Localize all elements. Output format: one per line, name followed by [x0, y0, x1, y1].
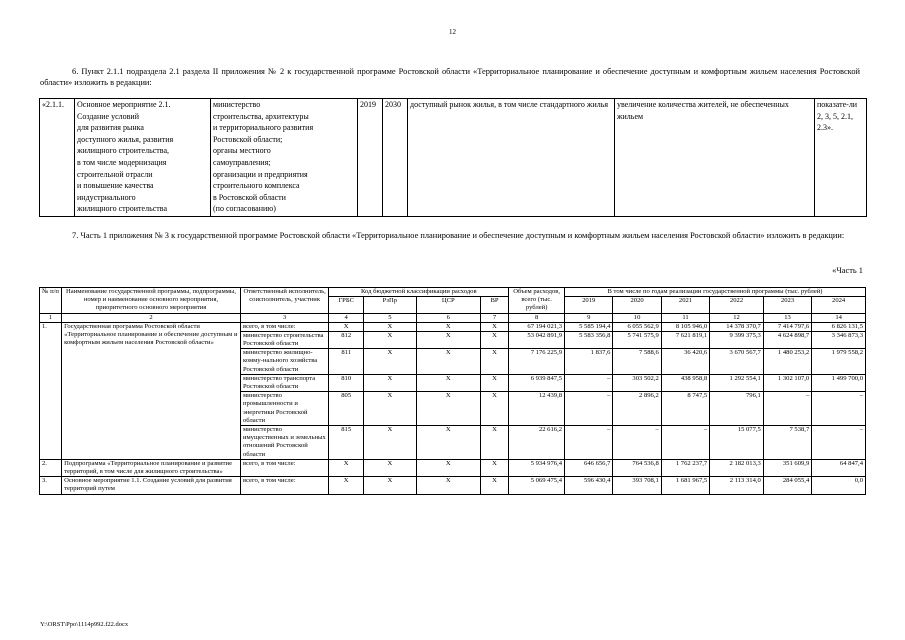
row-rzpr: X — [364, 349, 417, 375]
row-vr: X — [480, 331, 508, 348]
header-responsible: Ответственный исполнитель, соисполнитель, участник — [240, 288, 328, 314]
row-csr: X — [416, 477, 480, 494]
row-2023: – — [763, 392, 811, 426]
row-2019: 5 583 356,8 — [565, 331, 613, 348]
row-grbs: X — [329, 322, 364, 331]
row-2019: 5 585 194,4 — [565, 322, 613, 331]
header-year: 2020 — [613, 297, 661, 313]
row-2020: 6 055 562,9 — [613, 322, 661, 331]
column-number: 8 — [509, 313, 565, 322]
header-csr: ЦСР — [416, 297, 480, 313]
row-2024: 0,0 — [812, 477, 866, 494]
row-2024: – — [812, 426, 866, 460]
row-vr: X — [480, 349, 508, 375]
row-number: 3. — [40, 477, 62, 494]
column-numbers-row — [40, 313, 866, 322]
row-2022: 2 113 314,0 — [710, 477, 764, 494]
row-total: 22 616,2 — [509, 426, 565, 460]
row-2021: 8 747,5 — [661, 392, 709, 426]
row-responsible: всего, в том числе: — [240, 477, 328, 494]
row-grbs: 811 — [329, 349, 364, 375]
header-rzpr: РзПр — [364, 297, 417, 313]
row-responsible: всего, в том числе: — [240, 322, 328, 331]
row-rzpr: X — [364, 459, 417, 476]
row-2024: 1 499 700,0 — [812, 374, 866, 391]
row-2024: 3 346 873,3 — [812, 331, 866, 348]
row-2022: 2 182 013,3 — [710, 459, 764, 476]
column-number: 13 — [763, 313, 811, 322]
row-2024: – — [812, 392, 866, 426]
budget-row — [40, 322, 866, 331]
budget-row — [40, 477, 866, 494]
row-total: 12 439,8 — [509, 392, 565, 426]
row-total: 6 939 847,5 — [509, 374, 565, 391]
row-2021: 7 621 819,1 — [661, 331, 709, 348]
measure-consequence: увеличение количества жителей, не обеспеченных жильем — [615, 99, 815, 217]
row-2024: 1 979 558,2 — [812, 349, 866, 375]
row-2021: 8 105 946,0 — [661, 322, 709, 331]
column-number: 3 — [240, 313, 328, 322]
budget-row — [40, 459, 866, 476]
row-vr: X — [480, 426, 508, 460]
row-vr: X — [480, 322, 508, 331]
header-grbs: ГРБС — [329, 297, 364, 313]
row-grbs: 810 — [329, 374, 364, 391]
paragraph-6 — [40, 66, 860, 88]
header-budget-code: Код бюджетной классификации расходов — [329, 288, 509, 297]
row-2019: 1 837,6 — [565, 349, 613, 375]
row-2024: 6 826 131,5 — [812, 322, 866, 331]
row-2019: 596 430,4 — [565, 477, 613, 494]
measure-number: «2.1.1. — [40, 99, 75, 217]
row-2019: – — [565, 426, 613, 460]
row-2023: 7 538,7 — [763, 426, 811, 460]
row-csr: X — [416, 349, 480, 375]
column-number: 14 — [812, 313, 866, 322]
row-name: Государственная программа Ростовской области «Территориальное планирование и обеспечение доступным и комфортным жильем населения Ростовской области» — [62, 322, 241, 459]
row-grbs: 805 — [329, 392, 364, 426]
row-grbs: X — [329, 477, 364, 494]
row-2020: 303 502,2 — [613, 374, 661, 391]
row-number: 1. — [40, 322, 62, 459]
row-2020: 2 896,2 — [613, 392, 661, 426]
row-total: 67 194 021,3 — [509, 322, 565, 331]
row-2021: 1 681 967,5 — [661, 477, 709, 494]
part-label: «Часть 1 — [832, 266, 863, 275]
row-2020: 393 708,1 — [613, 477, 661, 494]
row-2022: 9 399 375,3 — [710, 331, 764, 348]
row-2020: 764 536,8 — [613, 459, 661, 476]
row-vr: X — [480, 459, 508, 476]
row-responsible: министерство промышленности и энергетики Ростовской области — [240, 392, 328, 426]
row-2022: 1 292 554,1 — [710, 374, 764, 391]
row-name: Основное мероприятие 1.1. Создание условий для развития территорий путем — [62, 477, 241, 494]
row-2021: 438 958,8 — [661, 374, 709, 391]
row-grbs: X — [329, 459, 364, 476]
column-number: 1 — [40, 313, 62, 322]
row-vr: X — [480, 477, 508, 494]
measure-end-year: 2030 — [383, 99, 408, 217]
row-vr: X — [480, 374, 508, 391]
row-2023: 1 302 107,0 — [763, 374, 811, 391]
row-2020: 7 588,6 — [613, 349, 661, 375]
header-year: 2024 — [812, 297, 866, 313]
row-vr: X — [480, 392, 508, 426]
column-number: 12 — [710, 313, 764, 322]
row-csr: X — [416, 426, 480, 460]
row-total: 5 069 475,4 — [509, 477, 565, 494]
measure-row — [40, 99, 867, 217]
row-grbs: 815 — [329, 426, 364, 460]
row-2021: 36 420,6 — [661, 349, 709, 375]
row-number: 2. — [40, 459, 62, 476]
row-2022: 796,1 — [710, 392, 764, 426]
row-csr: X — [416, 322, 480, 331]
row-responsible: министерство имущественных и земельных отношений Ростовской области — [240, 426, 328, 460]
header-year: 2019 — [565, 297, 613, 313]
header-year: 2022 — [710, 297, 764, 313]
row-2024: 64 847,4 — [812, 459, 866, 476]
row-2023: 4 624 898,7 — [763, 331, 811, 348]
header-vr: ВР — [480, 297, 508, 313]
row-2021: – — [661, 426, 709, 460]
paragraph-7 — [40, 230, 860, 241]
row-csr: X — [416, 331, 480, 348]
row-2023: 284 055,4 — [763, 477, 811, 494]
row-total: 53 042 891,9 — [509, 331, 565, 348]
row-rzpr: X — [364, 477, 417, 494]
row-2022: 14 378 370,7 — [710, 322, 764, 331]
header-years-group: В том числе по годам реализации государственной программы (тыс. рублей) — [565, 288, 866, 297]
row-responsible: всего, в том числе: — [240, 459, 328, 476]
row-2023: 7 414 797,6 — [763, 322, 811, 331]
row-2023: 1 480 253,2 — [763, 349, 811, 375]
column-number: 9 — [565, 313, 613, 322]
column-number: 2 — [62, 313, 241, 322]
row-name: Подпрограмма «Территориальное планирование и развитие территорий, в том числе для жилищного строительства» — [62, 459, 241, 476]
row-csr: X — [416, 392, 480, 426]
row-responsible: министерство строительства Ростовской области — [240, 331, 328, 348]
page-number: 12 — [449, 28, 456, 36]
row-rzpr: X — [364, 322, 417, 331]
row-2023: 351 609,9 — [763, 459, 811, 476]
row-2019: – — [565, 392, 613, 426]
row-2020: – — [613, 426, 661, 460]
column-number: 5 — [364, 313, 417, 322]
row-total: 5 934 976,4 — [509, 459, 565, 476]
measure-name: Основное мероприятие 2.1. Создание условий для развития рынка доступного жилья, развития жилищного строительства, в том числе модернизация строительной отрасли и повышение качества индустриального жилищного строительства — [75, 99, 211, 217]
paragraph-6-text: 6. Пункт 2.1.1 подраздела 2.1 раздела II приложения № 2 к государственной программе Ростовской области «Территориальное планирование и обеспечение доступным и комфортным жильем населения Ростовской области» изложить в редакции: — [40, 67, 860, 87]
row-rzpr: X — [364, 374, 417, 391]
file-path-footer: Y:\ORST\Ppo\1114p992.f22.docx — [40, 621, 129, 628]
row-2020: 5 741 575,9 — [613, 331, 661, 348]
row-2019: – — [565, 374, 613, 391]
column-number: 4 — [329, 313, 364, 322]
row-csr: X — [416, 374, 480, 391]
row-grbs: 812 — [329, 331, 364, 348]
row-csr: X — [416, 459, 480, 476]
header-total: Объем расходов, всего (тыс. рублей) — [509, 288, 565, 314]
row-2021: 1 762 237,7 — [661, 459, 709, 476]
row-2019: 646 656,7 — [565, 459, 613, 476]
row-2022: 3 670 567,7 — [710, 349, 764, 375]
column-number: 7 — [480, 313, 508, 322]
header-year: 2021 — [661, 297, 709, 313]
row-total: 7 176 225,9 — [509, 349, 565, 375]
row-2022: 15 077,5 — [710, 426, 764, 460]
column-number: 6 — [416, 313, 480, 322]
budget-table — [39, 287, 866, 495]
row-rzpr: X — [364, 392, 417, 426]
header-year: 2023 — [763, 297, 811, 313]
measure-start-year: 2019 — [358, 99, 383, 217]
column-number: 11 — [661, 313, 709, 322]
row-rzpr: X — [364, 331, 417, 348]
header-name: Наименование государственной программы, подпрограммы, номер и наименование основного мероприятия, приоритетного основного мероприятия — [62, 288, 241, 314]
header-num: № п/п — [40, 288, 62, 314]
row-rzpr: X — [364, 426, 417, 460]
measure-indicators: показате-ли 2, 3, 5, 2.1, 2.3». — [815, 99, 867, 217]
measure-executor: министерство строительства, архитектуры и территориального развития Ростовской области; органы местного самоуправления; организации и предприятия строительного комплекса в Ростовской области (по согласованию) — [211, 99, 358, 217]
column-number: 10 — [613, 313, 661, 322]
measure-result: доступный рынок жилья, в том числе стандартного жилья — [408, 99, 615, 217]
measure-table — [39, 98, 867, 217]
row-responsible: министерство транспорта Ростовской области — [240, 374, 328, 391]
row-responsible: министерство жилищно-комму-нального хозяйства Ростовской области — [240, 349, 328, 375]
paragraph-7-text: 7. Часть 1 приложения № 3 к государственной программе Ростовской области «Территориальное планирование и обеспечение доступным и комфортным жильем населения Ростовской области» изложить в редакции: — [72, 231, 845, 240]
